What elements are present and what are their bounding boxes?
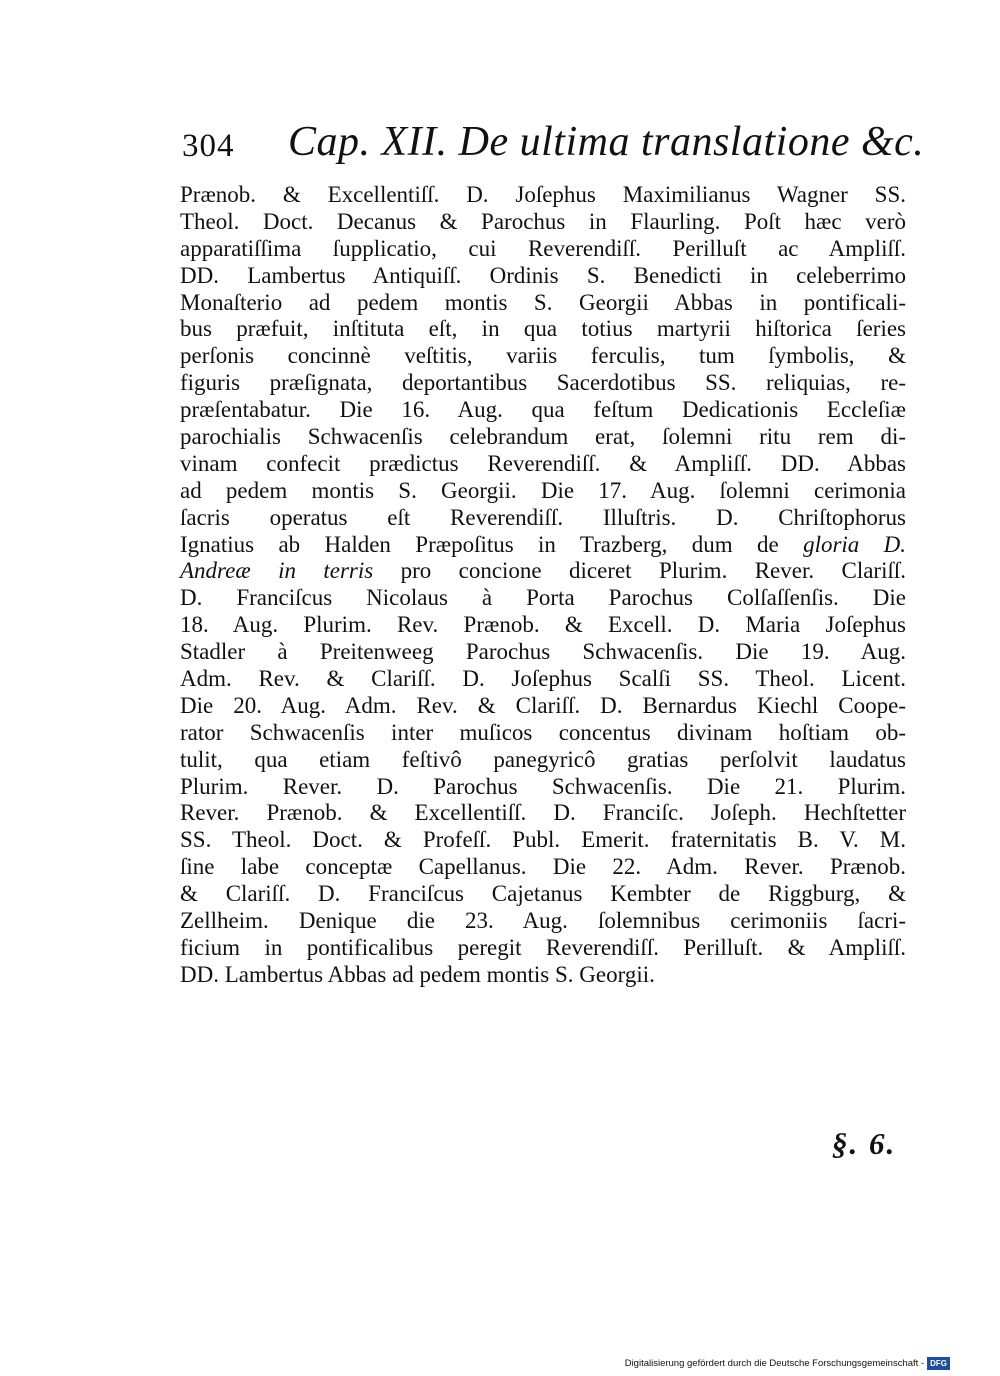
text-line xyxy=(180,532,906,559)
text-line: vinam confecit prædictus Reverendiſſ. & Ampliſſ. DD. Abbas xyxy=(180,450,906,476)
text-line: præſentabatur. Die 16. Aug. qua feſtum Dedicationis Eccleſiæ xyxy=(180,397,906,423)
italic-phrase: Andreæ in terris xyxy=(180,558,374,584)
text-line: 18. Aug. Plurim. Rev. Prænob. & Excell. D. Maria Joſephus xyxy=(180,612,906,638)
running-head: Cap. XII. De ultima translatione &c. xyxy=(288,119,925,165)
text-line: Plurim. Rever. D. Parochus Schwacenſis. Die 21. Plurim. xyxy=(180,773,906,799)
text-line: DD. Lambertus Abbas ad pedem montis S. Georgii. xyxy=(180,961,655,987)
text-line: Prænob. & Excellentiſſ. D. Joſephus Maximilianus Wagner SS. xyxy=(180,182,906,207)
text-line: Stadler à Preitenweeg Parochus Schwacenſis. Die 19. Aug. xyxy=(180,639,906,665)
footer-credit: Digitalisierung gefördert durch die Deutsche Forschungsgemeinschaft - xyxy=(624,1358,925,1369)
text-line: & Clariſſ. D. Franciſcus Cajetanus Kembter de Riggburg, & xyxy=(180,881,906,907)
text-line: bus præfuit, inſtituta eſt, in qua totius martyrii hiſtorica ſeries xyxy=(180,316,906,342)
text-line xyxy=(180,558,906,585)
text-line: ſacris operatus eſt Reverendiſſ. Illuſtris. D. Chriſtophorus xyxy=(180,504,906,530)
dfg-logo: DFG xyxy=(927,1357,950,1370)
catchword: §. 6. xyxy=(832,1126,897,1161)
text-line: SS. Theol. Doct. & Profeſſ. Publ. Emerit. fraternitatis B. V. M. xyxy=(180,827,906,853)
text-line: Zellheim. Denique die 23. Aug. ſolemnibus cerimoniis ſacri- xyxy=(180,908,906,934)
italic-phrase: gloria D. xyxy=(803,531,907,557)
text-line: rator Schwacenſis inter muſicos concentus divinam hoſtiam ob- xyxy=(180,719,906,745)
text-line-segment: pro concione diceret Plurim. Rever. Clariſſ. xyxy=(400,558,907,584)
text-line: Theol. Doct. Decanus & Parochus in Flaurling. Poſt hæc verò xyxy=(180,208,906,234)
text-line: parochialis Schwacenſis celebrandum erat, ſolemni ritu rem di- xyxy=(180,424,906,450)
footer xyxy=(625,1357,950,1370)
page-number: 304 xyxy=(182,128,235,164)
text-line: figuris præſignata, deportantibus Sacerdotibus SS. reliquias, re- xyxy=(180,370,906,396)
text-line: tulit, qua etiam feſtivô panegyricô gratias perſolvit laudatus xyxy=(180,746,906,772)
text-line: D. Franciſcus Nicolaus à Porta Parochus Colſaſſenſis. Die xyxy=(180,585,906,611)
text-line: Rever. Prænob. & Excellentiſſ. D. Franciſc. Joſeph. Hechſtetter xyxy=(180,800,906,826)
text-line: Monaſterio ad pedem montis S. Georgii Abbas in pontificali- xyxy=(180,289,906,315)
text-line: Adm. Rev. & Clariſſ. D. Joſephus Scalſi SS. Theol. Licent. xyxy=(180,666,906,692)
text-line: perſonis concinnè veſtitis, variis ferculis, tum ſymbolis, & xyxy=(180,343,906,369)
text-line: ficium in pontificalibus peregit Reverendiſſ. Perilluſt. & Ampliſſ. xyxy=(180,934,906,960)
text-line: apparatiſſima ſupplicatio, cui Reverendiſſ. Perilluſt ac Ampliſſ. xyxy=(180,235,906,261)
text-block xyxy=(180,182,906,989)
text-line-segment: Ignatius ab Halden Præpoſitus in Trazberg, dum de xyxy=(180,531,804,557)
text-line: DD. Lambertus Antiquiſſ. Ordinis S. Benedicti in celeberrimo xyxy=(180,262,906,288)
text-line: ſine labe conceptæ Capellanus. Die 22. Adm. Rever. Prænob. xyxy=(180,854,906,880)
text-line: ad pedem montis S. Georgii. Die 17. Aug. ſolemni cerimonia xyxy=(180,477,906,503)
text-line: Die 20. Aug. Adm. Rev. & Clariſſ. D. Bernardus Kiechl Coope- xyxy=(180,692,906,718)
